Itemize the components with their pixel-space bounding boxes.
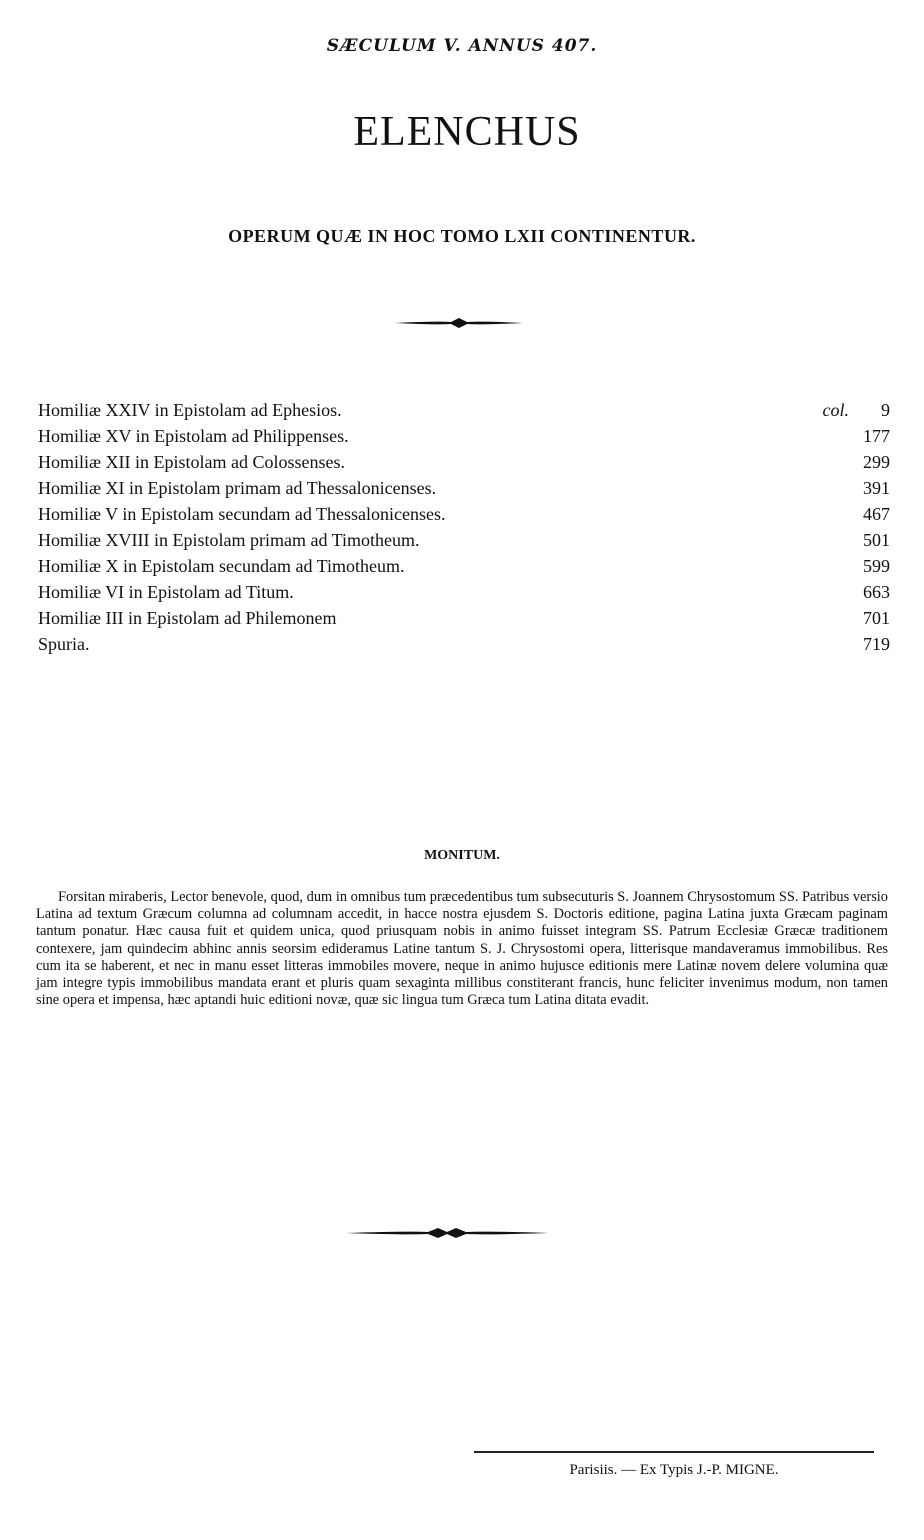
printer-imprint: Parisiis. — Ex Typis J.-P. MIGNE. (569, 1462, 779, 1478)
page-title: ELENCHUS (353, 109, 581, 155)
notice-title: MONITUM. (424, 848, 500, 863)
toc-entry-title: Homiliæ VI in Epistolam ad Titum. (38, 582, 294, 602)
toc-row (38, 579, 890, 605)
toc-entry-page: 391 (863, 478, 890, 498)
ornament-divider-top (395, 317, 523, 329)
toc-entry-page: 299 (863, 452, 890, 472)
toc-row (38, 423, 890, 449)
page-subtitle: OPERUM QUÆ IN HOC TOMO LXII CONTINENTUR. (228, 226, 696, 246)
toc-page-number: 9 (881, 400, 890, 420)
toc-row (38, 501, 890, 527)
toc-row (38, 449, 890, 475)
toc-entry-title: Homiliæ X in Epistolam secundam ad Timotheum. (38, 556, 405, 576)
toc-row (38, 553, 890, 579)
footer-rule (474, 1451, 874, 1453)
toc-entry-title: Homiliæ XV in Epistolam ad Philippenses. (38, 426, 349, 446)
toc-entry-title: Homiliæ XVIII in Epistolam primam ad Timotheum. (38, 530, 420, 550)
notice-body: Forsitan miraberis, Lector benevole, quod, dum in omnibus tum præcedentibus tum subsecuturis S. Joannem Chrysostomum SS. Patribus versio Latina ad textum Græcum columna ad columnam accedit, in hacce nostra ejusdem S. Doctoris editione, pagina Latina juxta Græcam paginam tantum ponatur. Hæc causa fuit et quidem unica, quod priusquam nobis in animo fuisset integram SS. Patrum Ecclesiæ Græcæ traditionem contexere, jam quindecim abhinc annis seorsim edideramus Latine tantum S. J. Chrysostomi opera, litterisque mandaveramus immobilibus. Res cum ita se haberent, et nec in manu esset litteras immobiles movere, neque in animo hujusce editionis mere Latinæ novem delere volumina quæ jam integre typis immobilibus mandata erant et pluris quam sexaginta millibus constiterant francis, hunc feliciter invenimus modum, non tamen sine opera et impensa, hæc aptandi huic editioni novæ, quæ sic lingua tum Græca tum Latina ditata evadit. (36, 889, 888, 1009)
col-label: col. (822, 400, 849, 420)
toc-entry-page: 599 (863, 556, 890, 576)
toc-entry-page: 663 (863, 582, 890, 602)
toc-entry-title: Homiliæ XII in Epistolam ad Colossenses. (38, 452, 345, 472)
toc-entry-title: Homiliæ XI in Epistolam primam ad Thessalonicenses. (38, 478, 437, 498)
table-of-contents (38, 397, 890, 657)
toc-entry-page: 719 (863, 634, 890, 654)
toc-row (38, 397, 890, 423)
toc-entry-title: Homiliæ V in Epistolam secundam ad Thessalonicenses. (38, 504, 446, 524)
toc-row (38, 605, 890, 631)
toc-row (38, 527, 890, 553)
toc-row (38, 631, 890, 657)
toc-entry-title: Homiliæ III in Epistolam ad Philemonem (38, 608, 337, 628)
toc-entry-page: 501 (863, 530, 890, 550)
toc-entry-page (823, 397, 891, 423)
toc-entry-page: 467 (863, 504, 890, 524)
toc-entry-page: 177 (863, 426, 890, 446)
toc-entry-title: Spuria. (38, 634, 90, 654)
toc-row (38, 475, 890, 501)
running-head: SÆCULUM V. ANNUS 407. (326, 36, 598, 56)
toc-entry-title: Homiliæ XXIV in Epistolam ad Ephesios. (38, 400, 342, 420)
toc-entry-page: 701 (863, 608, 890, 628)
ornament-divider-bottom (346, 1226, 549, 1240)
